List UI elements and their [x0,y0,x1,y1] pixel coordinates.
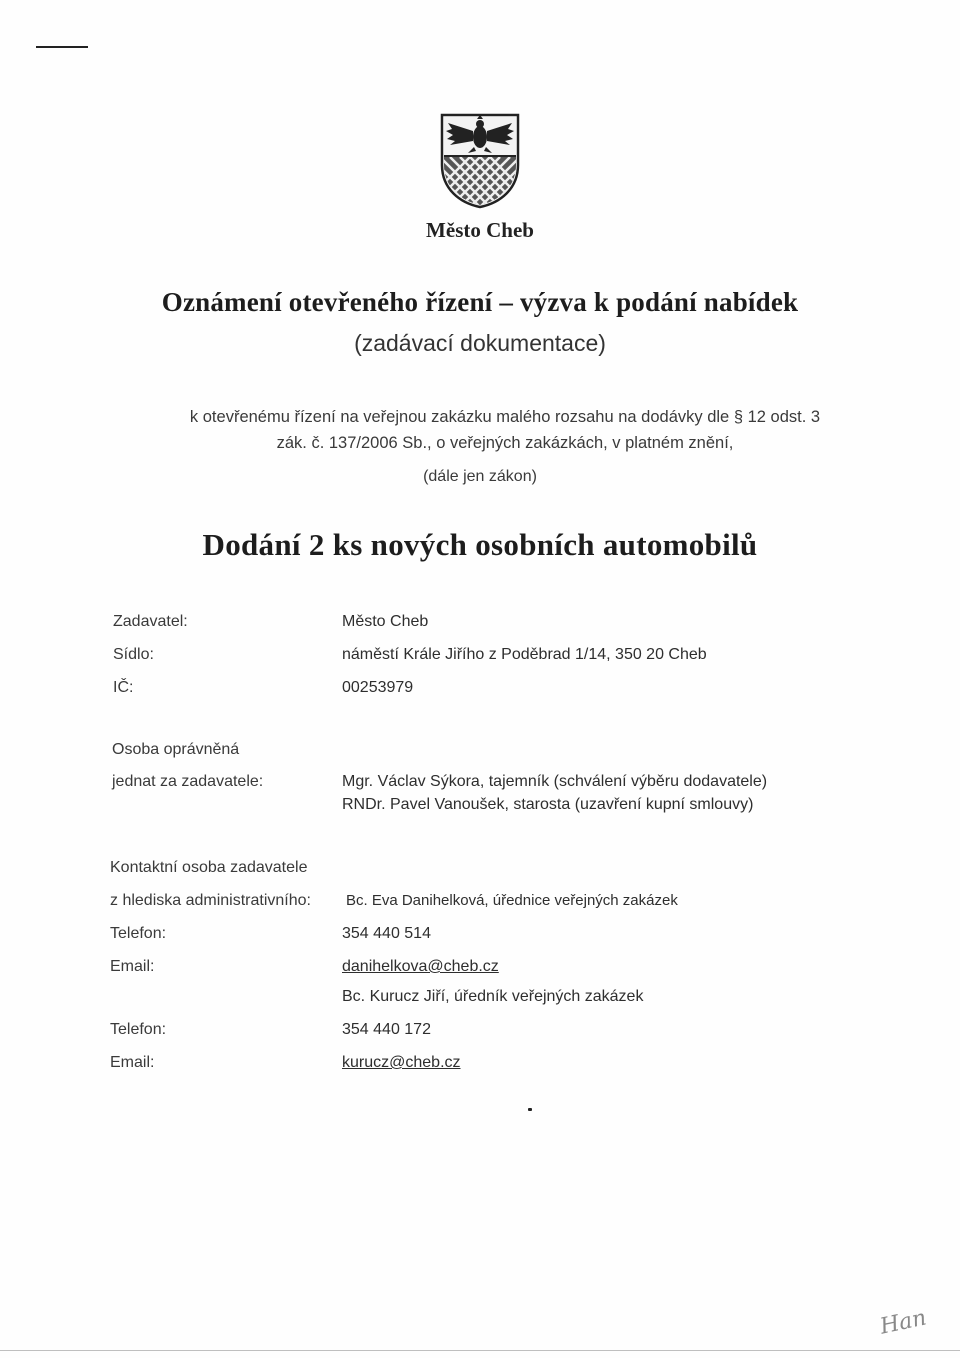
city-coat-of-arms-icon [440,113,520,209]
page-bottom-edge-line [0,1350,960,1351]
notice-title: Oznámení otevřeného řízení – výzva k podání nabídek [161,287,799,317]
email-label-2: Email: [110,1054,155,1071]
ic-label: IČ: [113,679,134,696]
ic-value: 00253979 [342,679,414,696]
sidlo-value: náměstí Krále Jiřího z Poděbrad 1/14, 350 20 Cheb [342,646,707,663]
authorized-person-1: Mgr. Václav Sýkora, tajemník (schválení výběru dodavatele) [342,773,768,790]
phone-label-2: Telefon: [110,1021,167,1038]
zadavatel-label: Zadavatel: [113,613,188,630]
admin-contact-person: Bc. Eva Danihelková, úřednice veřejných zakázek [346,892,678,909]
notice-subtitle: (zadávací dokumentace) [354,330,606,356]
zadavatel-value: Město Cheb [342,613,429,630]
contact-heading: Kontaktní osoba zadavatele [110,859,308,876]
admin-contact-label: z hlediska administrativního: [110,892,311,909]
intro-note: (dále jen zákon) [423,468,537,485]
phone-value-2: 354 440 172 [342,1021,431,1038]
stray-dot-mark [528,1108,532,1111]
email-link-2[interactable]: kurucz@cheb.cz [342,1054,461,1071]
phone-value-1: 354 440 514 [342,925,431,942]
handwritten-initials-signature: Han [877,1305,929,1340]
email-link-1[interactable]: danihelkova@cheb.cz [342,958,499,975]
top-margin-mark [36,46,88,48]
authorized-person-2: RNDr. Pavel Vanoušek, starosta (uzavření kupní smlouvy) [342,796,754,813]
intro-paragraph [165,404,845,456]
contract-subject-heading: Dodání 2 ks nových osobních automobilů [202,527,758,562]
phone-label-1: Telefon: [110,925,167,942]
intro-line-2: zák. č. 137/2006 Sb., o veřejných zakázkách, v platném znění, [276,434,734,452]
intro-line-1: k otevřenému řízení na veřejnou zakázku malého rozsahu na dodávky dle § 12 odst. 3 [189,408,821,426]
second-contact-person: Bc. Kurucz Jiří, úředník veřejných zakázek [342,988,644,1005]
authorized-person-label-line2: jednat za zadavatele: [112,773,264,790]
sidlo-label: Sídlo: [113,646,154,663]
authorized-person-label-line1: Osoba oprávněná [112,741,240,758]
city-name-heading: Město Cheb [426,218,534,242]
email-label-1: Email: [110,958,155,975]
